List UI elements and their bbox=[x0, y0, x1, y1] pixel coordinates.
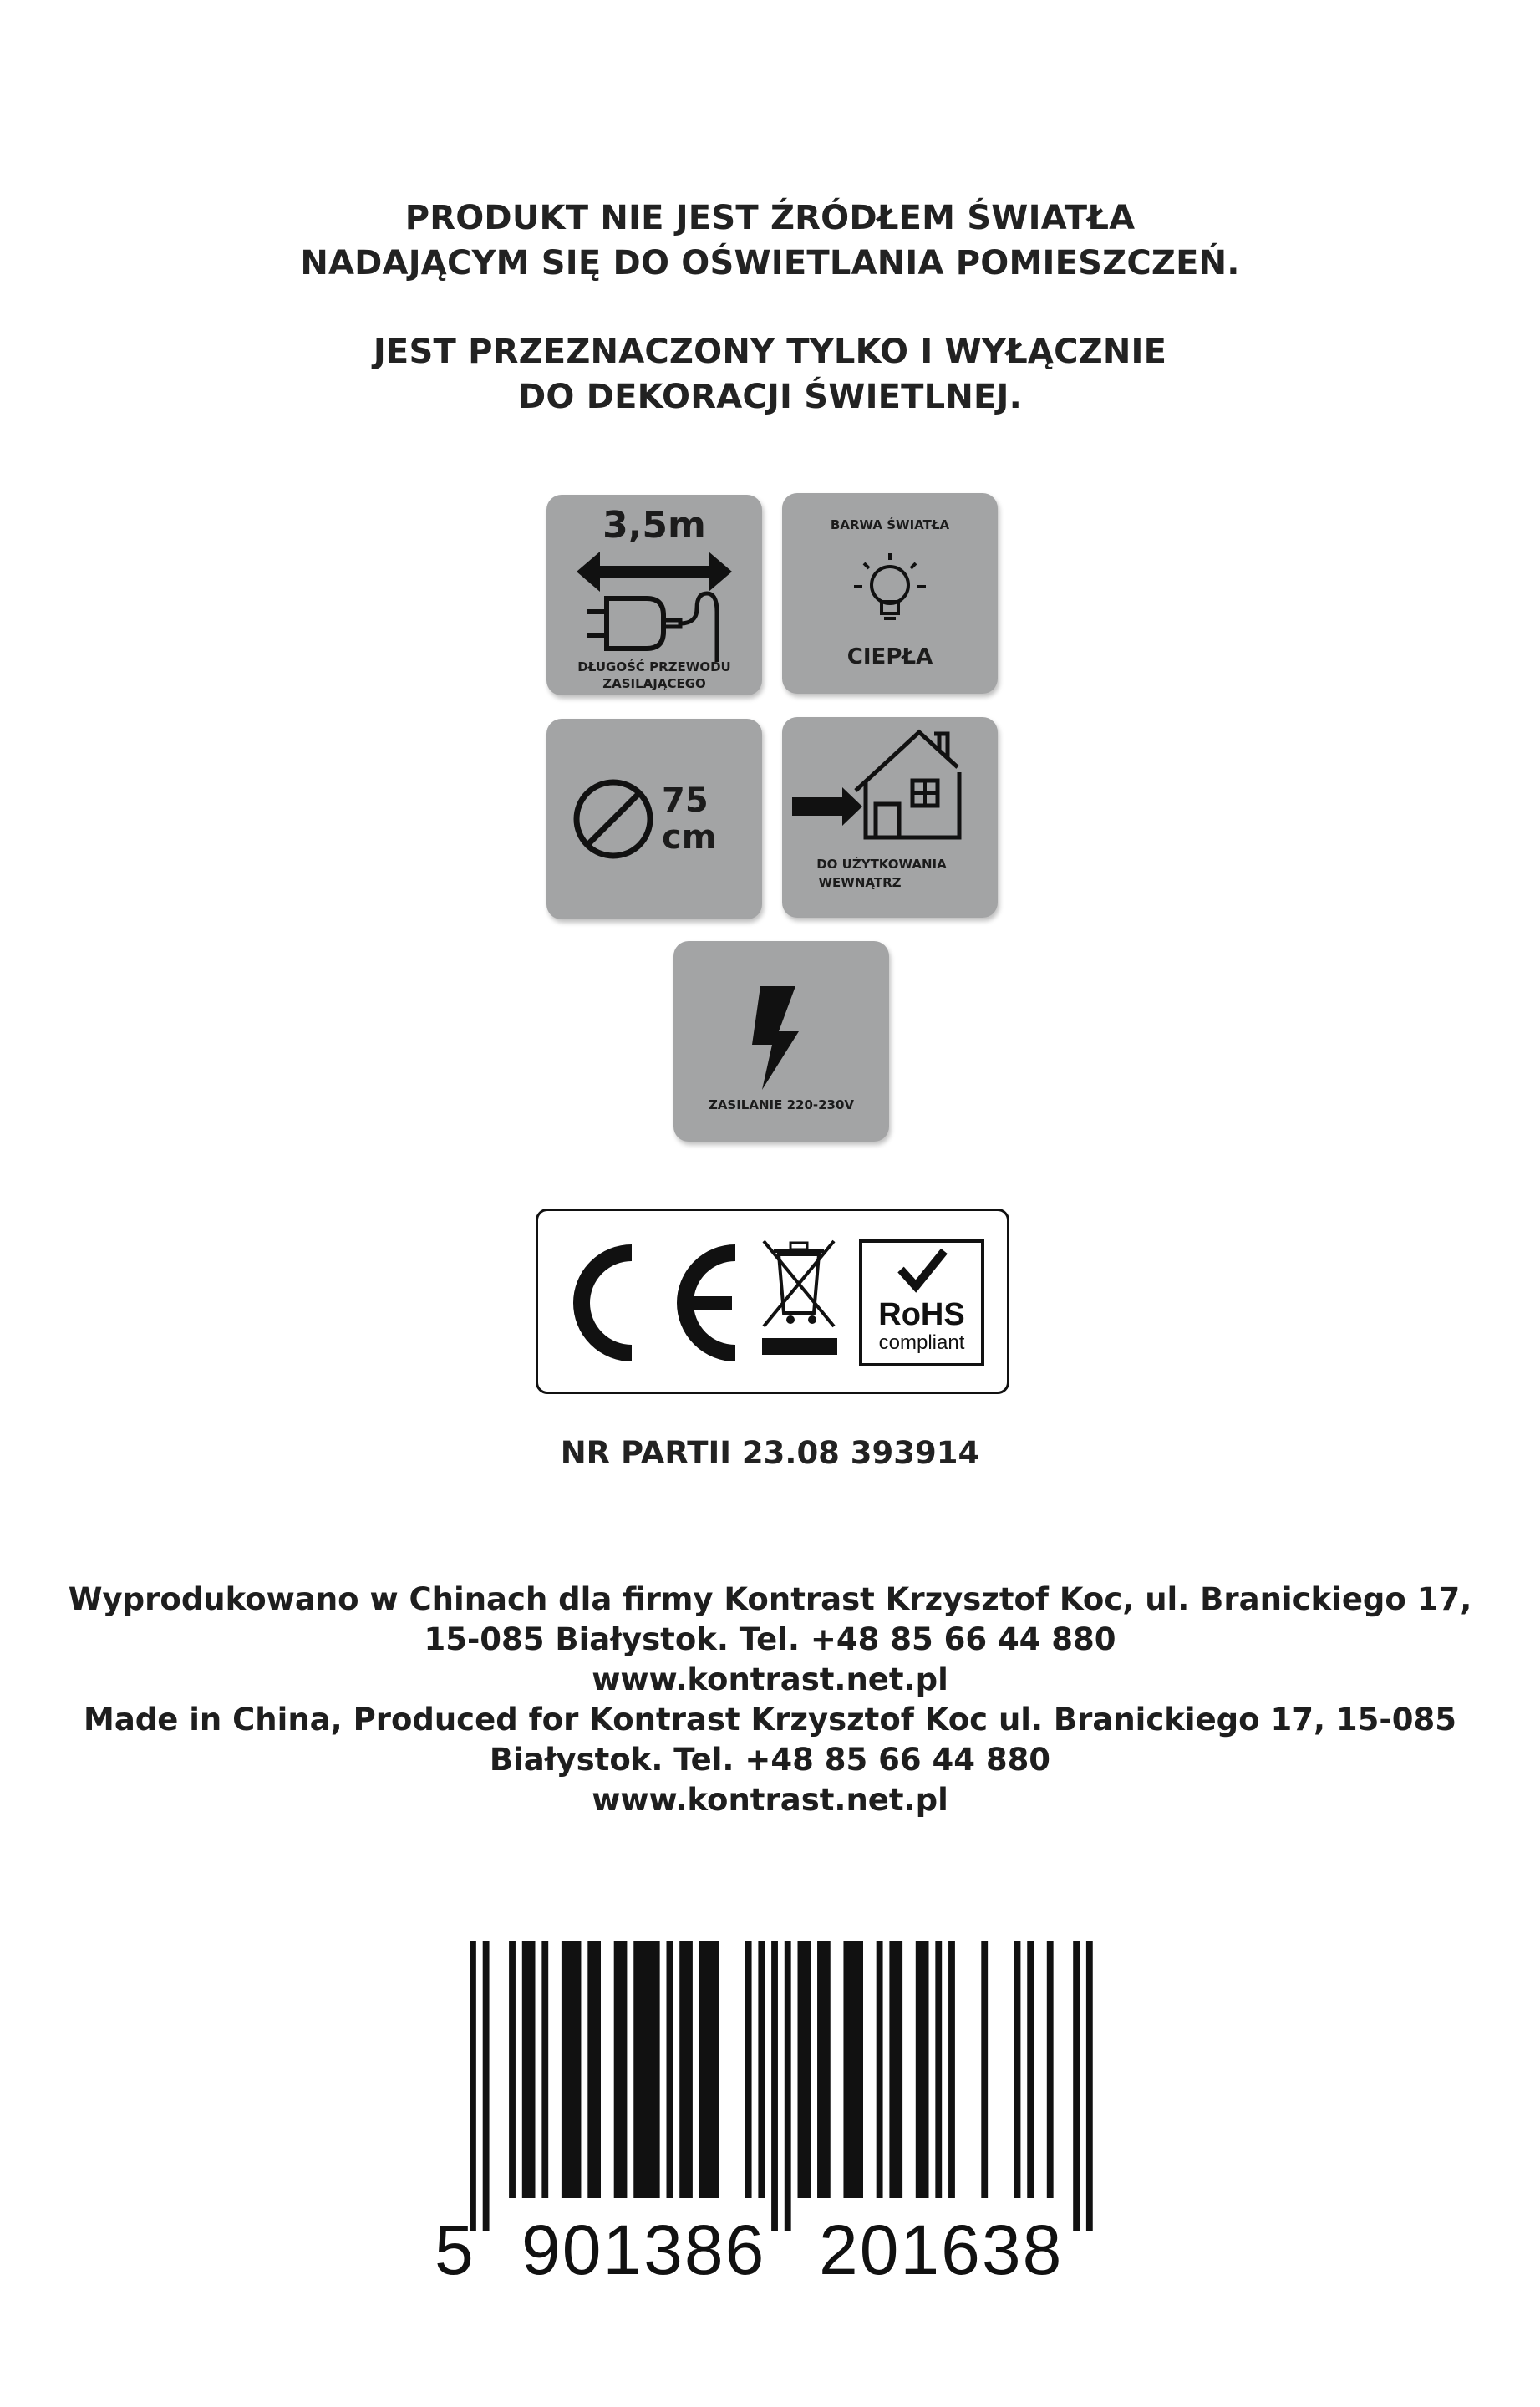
barcode-bar bbox=[877, 1941, 883, 2198]
barcode-guard-bar bbox=[1086, 1941, 1093, 2231]
address-en-line-2: Białystok. Tel. +48 85 66 44 880 bbox=[489, 1742, 1051, 1778]
barcode-bar bbox=[562, 1941, 582, 2198]
diameter-value: 75 bbox=[662, 781, 709, 820]
barcode-bar bbox=[667, 1941, 673, 2198]
address-en-website: www.kontrast.net.pl bbox=[592, 1782, 948, 1818]
warning-line-3: JEST PRZEZNACZONY TYLKO I WYŁĄCZNIE bbox=[373, 333, 1167, 371]
barcode-right-group: 201638 bbox=[819, 2211, 1064, 2289]
barcode-guard-bar bbox=[785, 1941, 791, 2231]
indoor-label-1: DO UŻYTKOWANIA bbox=[816, 857, 947, 872]
barcode-bar bbox=[1014, 1941, 1021, 2198]
barcode-bar bbox=[522, 1941, 536, 2198]
address-pl-website: www.kontrast.net.pl bbox=[592, 1661, 948, 1697]
barcode-left-group: 901386 bbox=[521, 2211, 766, 2289]
barcode-bar bbox=[699, 1941, 719, 2198]
barcode-guard-bar bbox=[1073, 1941, 1080, 2231]
barcode-bar bbox=[889, 1941, 902, 2198]
barcode-bar bbox=[817, 1941, 831, 2198]
barcode-bar bbox=[633, 1941, 659, 2198]
barcode-bar bbox=[679, 1941, 693, 2198]
light-color-title: BARWA ŚWIATŁA bbox=[830, 517, 950, 532]
indoor-label-2: WEWNĄTRZ bbox=[818, 875, 902, 890]
power-supply-label: ZASILANIE 220-230V bbox=[708, 1097, 855, 1112]
address-pl-line-1: Wyprodukowano w Chinach dla firmy Kontrast Krzysztof Koc, ul. Branickiego 17, bbox=[68, 1581, 1472, 1617]
barcode-bar bbox=[614, 1941, 628, 2198]
batch-number: NR PARTII 23.08 393914 bbox=[560, 1435, 980, 1471]
barcode-bar bbox=[541, 1941, 548, 2198]
barcode-bar bbox=[587, 1941, 601, 2198]
barcode-bar bbox=[948, 1941, 955, 2198]
rohs-subtitle: compliant bbox=[878, 1331, 965, 1354]
barcode-guard-bar bbox=[470, 1941, 476, 2231]
diameter-unit: cm bbox=[662, 818, 717, 857]
barcode-bar bbox=[981, 1941, 988, 2198]
barcode-first-digit: 5 bbox=[435, 2211, 475, 2289]
warning-line-1: PRODUKT NIE JEST ŹRÓDŁEM ŚWIATŁA bbox=[404, 199, 1136, 237]
barcode-bar bbox=[758, 1941, 765, 2198]
barcode-bar bbox=[1027, 1941, 1034, 2198]
barcode-bar bbox=[916, 1941, 929, 2198]
barcode-bar bbox=[1047, 1941, 1054, 2198]
address-pl-line-2: 15-085 Białystok. Tel. +48 85 66 44 880 bbox=[424, 1621, 1116, 1657]
barcode-bar bbox=[745, 1941, 752, 2198]
barcode-bar bbox=[509, 1941, 516, 2198]
barcode-guard-bar bbox=[483, 1941, 490, 2231]
address-en-line-1: Made in China, Produced for Kontrast Krzysztof Koc ul. Branickiego 17, 15-085 bbox=[84, 1702, 1456, 1738]
cable-length-label-1: DŁUGOŚĆ PRZEWODU bbox=[577, 659, 731, 674]
light-color-value: CIEPŁA bbox=[846, 644, 933, 669]
cable-length-value: 3,5m bbox=[602, 504, 706, 547]
barcode-bar bbox=[798, 1941, 811, 2198]
rohs-title: RoHS bbox=[878, 1297, 965, 1332]
barcode-bar bbox=[935, 1941, 942, 2198]
warning-line-2: NADAJĄCYM SIĘ DO OŚWIETLANIA POMIESZCZEŃ. bbox=[300, 244, 1240, 282]
barcode-bar bbox=[843, 1941, 863, 2198]
cable-length-label-2: ZASILAJĄCEGO bbox=[602, 676, 706, 691]
barcode-guard-bar bbox=[771, 1941, 778, 2231]
warning-line-4: DO DEKORACJI ŚWIETLNEJ. bbox=[517, 378, 1023, 416]
